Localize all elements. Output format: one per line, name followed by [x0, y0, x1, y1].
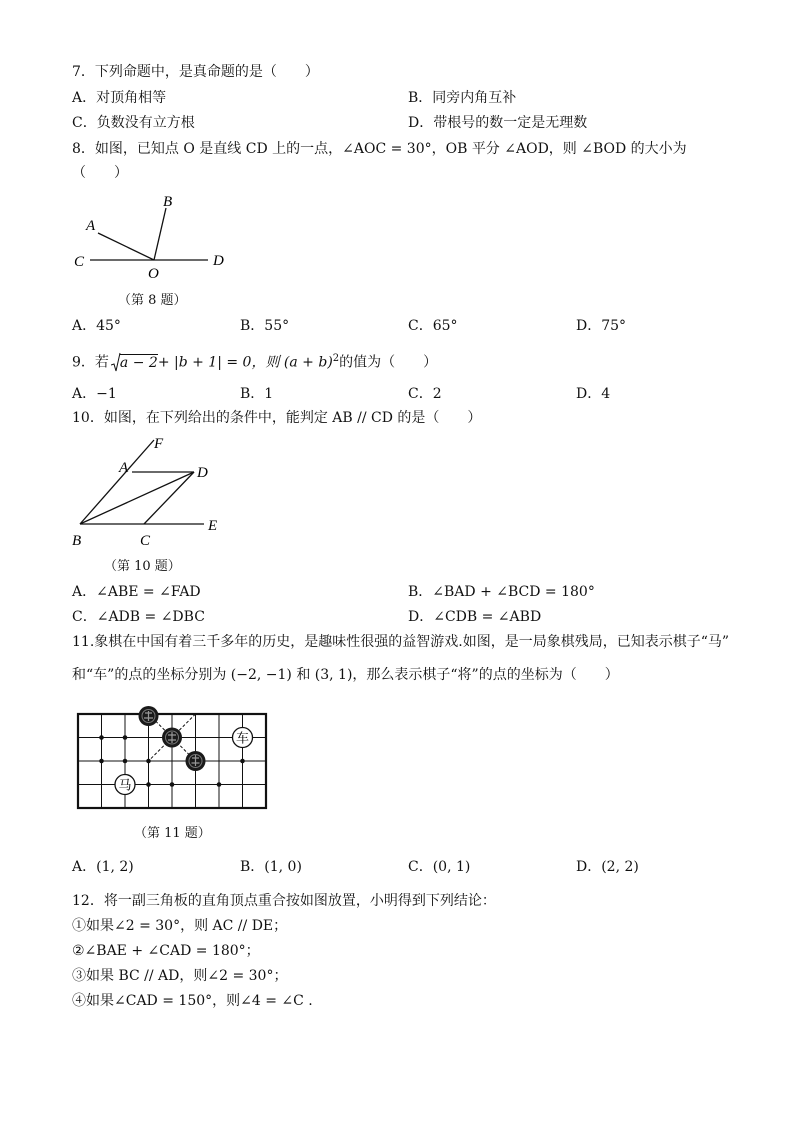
q10-option-a: A．∠ABE = ∠FAD [72, 584, 201, 600]
q7-option-d: D．带根号的数一定是无理数 [408, 115, 588, 131]
q9-option-c: C．2 [408, 386, 442, 402]
label-e: E [208, 518, 218, 534]
q12-item-4: ④如果∠CAD = 150°，则∠4 = ∠C . [72, 993, 313, 1009]
q9-sqrt: a − 2 [111, 353, 158, 373]
q8-stem-cont: （ ） [72, 165, 128, 181]
q9-option-a: A．−1 [72, 386, 117, 402]
label-c: C [140, 533, 151, 549]
q12-item-3: ③如果 BC // AD，则∠2 = 30°； [72, 968, 288, 984]
q11-option-b: B．(1, 0) [240, 859, 302, 875]
q11-caption: （第 11 题） [134, 826, 211, 841]
ray-ob [154, 208, 166, 260]
dark-piece-2 [162, 728, 182, 748]
q8-option-c: C．65° [408, 318, 458, 334]
q11-chessboard [76, 700, 272, 816]
q9-option-d: D．4 [576, 386, 611, 402]
label-d: D [213, 253, 224, 269]
segment-dc [144, 472, 194, 524]
label-a: A [86, 218, 96, 234]
q8-stem: 8．如图，已知点 O 是直线 CD 上的一点，∠AOC = 30°，OB 平分 ∠AOD，则 ∠BOD 的大小为 [72, 141, 687, 157]
q9-option-b: B．1 [240, 386, 274, 402]
line-bf [80, 440, 154, 524]
label-a: A [119, 460, 129, 476]
q8-figure [70, 188, 240, 283]
piece-ma [115, 775, 135, 795]
svg-text:马: 马 [118, 777, 132, 793]
q12-item-2: ②∠BAE + ∠CAD = 180°； [72, 943, 260, 959]
dark-piece-1 [139, 706, 159, 726]
q9-stem [72, 349, 437, 373]
q11-stem-line2: 和“车”的点的坐标分别为 (−2, −1) 和 (3, 1)，那么表示棋子“将”的点的坐标为（ ） [72, 667, 619, 683]
q9-suffix: 的值为（ ） [339, 354, 438, 371]
q10-caption: （第 10 题） [104, 559, 181, 574]
label-b: B [72, 533, 82, 549]
q11-option-a: A．(1, 2) [72, 859, 134, 875]
q12-item-1: ①如果∠2 = 30°，则 AC // DE； [72, 918, 288, 934]
q9-abs: + |b + 1| = 0，则 (a + b) [157, 354, 333, 371]
q8-option-a: A．45° [72, 318, 121, 334]
q7-option-b: B．同旁内角互补 [408, 90, 517, 106]
q12-stem: 12．将一副三角板的直角顶点重合按如图放置，小明得到下列结论： [72, 893, 496, 909]
label-b: B [163, 194, 173, 210]
q8-caption: （第 8 题） [118, 293, 187, 308]
q10-figure [70, 432, 230, 550]
q7-option-a: A．对顶角相等 [72, 90, 167, 106]
piece-che [233, 728, 253, 748]
dark-piece-3 [186, 751, 206, 771]
svg-text:车: 车 [235, 730, 250, 746]
q10-option-d: D．∠CDB = ∠ABD [408, 609, 542, 625]
q10-option-c: C．∠ADB = ∠DBC [72, 609, 205, 625]
q7-option-c: C．负数没有立方根 [72, 115, 195, 131]
q11-stem-line1: 11.象棋在中国有着三千多年的历史，是趣味性很强的益智游戏.如图，是一局象棋残局，已知表示棋子“马” [72, 634, 730, 650]
q10-option-b: B．∠BAD + ∠BCD = 180° [408, 584, 595, 600]
ray-oa [98, 233, 154, 260]
q9-exp: 2 [332, 353, 340, 364]
q10-stem: 10．如图，在下列给出的条件中，能判定 AB // CD 的是（ ） [72, 410, 482, 426]
segment-bd [80, 472, 194, 524]
q11-option-c: C．(0, 1) [408, 859, 471, 875]
label-c: C [74, 254, 85, 270]
label-d: D [197, 465, 208, 481]
label-f: F [154, 436, 164, 452]
q9-prefix: 9．若 [72, 354, 109, 371]
label-o: O [148, 266, 159, 282]
q8-option-d: D．75° [576, 318, 627, 334]
q7-stem: 7．下列命题中，是真命题的是（ ） [72, 64, 319, 80]
q8-option-b: B．55° [240, 318, 290, 334]
q11-option-d: D．(2, 2) [576, 859, 639, 875]
